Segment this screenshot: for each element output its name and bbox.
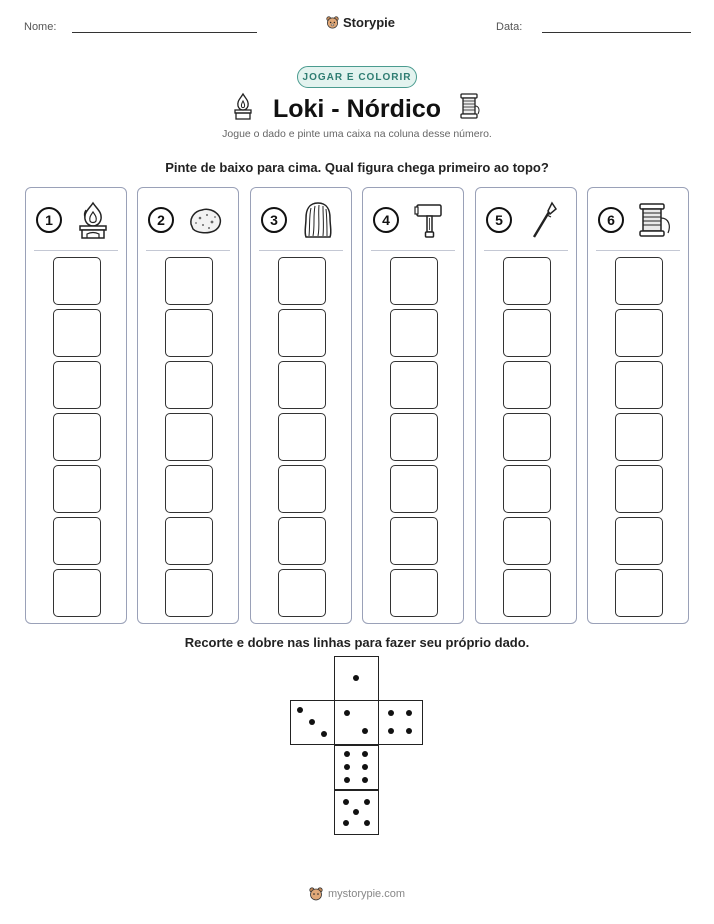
rock-icon xyxy=(185,200,225,240)
column-2 xyxy=(137,187,239,624)
brand-logo xyxy=(326,15,395,30)
hair-wig-icon xyxy=(298,200,338,240)
column-header xyxy=(26,188,126,250)
column-divider xyxy=(596,250,680,251)
brand-name: Storypie xyxy=(343,15,396,30)
footer-url: mystorypie.com xyxy=(327,888,406,900)
color-box[interactable] xyxy=(615,361,663,409)
color-box[interactable] xyxy=(165,465,213,513)
dice-pip xyxy=(406,728,412,734)
name-line xyxy=(72,32,257,33)
color-box[interactable] xyxy=(278,413,326,461)
color-box[interactable] xyxy=(390,517,438,565)
spear-icon xyxy=(523,200,563,240)
instruction: Pinte de baixo para cima. Qual figura chega primeiro ao topo? xyxy=(165,160,549,175)
column-header xyxy=(138,188,238,250)
hammer-icon xyxy=(410,200,450,240)
column-divider xyxy=(484,250,568,251)
color-box[interactable] xyxy=(165,257,213,305)
color-box[interactable] xyxy=(165,569,213,617)
color-box[interactable] xyxy=(615,413,663,461)
dice-pip xyxy=(353,809,359,815)
color-box[interactable] xyxy=(278,257,326,305)
bear-logo-icon xyxy=(326,16,339,29)
color-box[interactable] xyxy=(390,257,438,305)
column-header xyxy=(476,188,576,250)
dice-face-2 xyxy=(334,700,379,745)
color-box[interactable] xyxy=(503,569,551,617)
color-box[interactable] xyxy=(503,361,551,409)
color-box[interactable] xyxy=(53,309,101,357)
dice-pip xyxy=(364,820,370,826)
name-label: Nome: xyxy=(24,21,57,33)
dice-pip xyxy=(364,799,370,805)
column-3 xyxy=(250,187,352,624)
dice-pip xyxy=(362,728,368,734)
dice-face-3 xyxy=(290,700,335,745)
page-title: Loki - Nórdico xyxy=(272,94,442,123)
color-box[interactable] xyxy=(278,361,326,409)
column-header xyxy=(588,188,688,250)
color-box[interactable] xyxy=(390,465,438,513)
dice-pip xyxy=(343,799,349,805)
column-number: 6 xyxy=(598,207,624,233)
dice-pip xyxy=(406,710,412,716)
dice-pip xyxy=(344,764,350,770)
date-line xyxy=(542,32,691,33)
color-box[interactable] xyxy=(615,309,663,357)
dice-pip xyxy=(297,707,303,713)
color-box[interactable] xyxy=(165,517,213,565)
column-6 xyxy=(587,187,689,624)
column-divider xyxy=(34,250,118,251)
footer xyxy=(0,887,714,901)
color-box[interactable] xyxy=(503,465,551,513)
column-number: 2 xyxy=(148,207,174,233)
dice-pip xyxy=(344,710,350,716)
dice-pip xyxy=(388,728,394,734)
color-box[interactable] xyxy=(390,309,438,357)
dice-face-1 xyxy=(334,656,379,701)
color-box[interactable] xyxy=(53,569,101,617)
column-1 xyxy=(25,187,127,624)
cut-instruction: Recorte e dobre nas linhas para fazer seu próprio dado. xyxy=(184,635,530,650)
color-box[interactable] xyxy=(615,465,663,513)
date-label: Data: xyxy=(496,21,523,33)
dice-pip xyxy=(344,751,350,757)
color-box[interactable] xyxy=(165,309,213,357)
column-number: 3 xyxy=(261,207,287,233)
column-4 xyxy=(362,187,464,624)
color-box[interactable] xyxy=(53,361,101,409)
title-thread-spool-icon xyxy=(458,92,482,120)
dice-pip xyxy=(362,777,368,783)
column-header xyxy=(363,188,463,250)
dice-pip xyxy=(344,777,350,783)
color-box[interactable] xyxy=(278,309,326,357)
color-box[interactable] xyxy=(503,413,551,461)
color-box[interactable] xyxy=(615,517,663,565)
color-box[interactable] xyxy=(278,569,326,617)
column-number: 4 xyxy=(373,207,399,233)
column-divider xyxy=(146,250,230,251)
bear-logo-icon xyxy=(309,887,323,901)
color-box[interactable] xyxy=(390,569,438,617)
dice-face-6 xyxy=(334,745,379,790)
column-divider xyxy=(259,250,343,251)
column-number: 5 xyxy=(486,207,512,233)
dice-pip xyxy=(388,710,394,716)
color-box[interactable] xyxy=(53,517,101,565)
dice-face-4 xyxy=(378,700,423,745)
column-number: 1 xyxy=(36,207,62,233)
dice-pip xyxy=(309,719,315,725)
dice-pip xyxy=(362,764,368,770)
dice-pip xyxy=(353,675,359,681)
color-box[interactable] xyxy=(390,361,438,409)
color-box[interactable] xyxy=(165,361,213,409)
dice-pip xyxy=(343,820,349,826)
dice-face-5 xyxy=(334,790,379,835)
column-5 xyxy=(475,187,577,624)
dice-pip xyxy=(321,731,327,737)
color-box[interactable] xyxy=(278,517,326,565)
color-box[interactable] xyxy=(503,257,551,305)
subtitle: Jogue o dado e pinte uma caixa na coluna desse número. xyxy=(222,128,492,140)
color-box[interactable] xyxy=(390,413,438,461)
color-box[interactable] xyxy=(53,413,101,461)
color-box[interactable] xyxy=(53,257,101,305)
fire-brazier-icon xyxy=(73,200,113,240)
color-box[interactable] xyxy=(278,465,326,513)
category-badge: JOGAR E COLORIR xyxy=(297,66,417,88)
column-header xyxy=(251,188,351,250)
color-box[interactable] xyxy=(53,465,101,513)
color-box[interactable] xyxy=(165,413,213,461)
column-divider xyxy=(371,250,455,251)
thread-spool-icon xyxy=(635,200,675,240)
dice-pip xyxy=(362,751,368,757)
color-box[interactable] xyxy=(503,309,551,357)
color-box[interactable] xyxy=(615,257,663,305)
color-box[interactable] xyxy=(503,517,551,565)
color-box[interactable] xyxy=(615,569,663,617)
